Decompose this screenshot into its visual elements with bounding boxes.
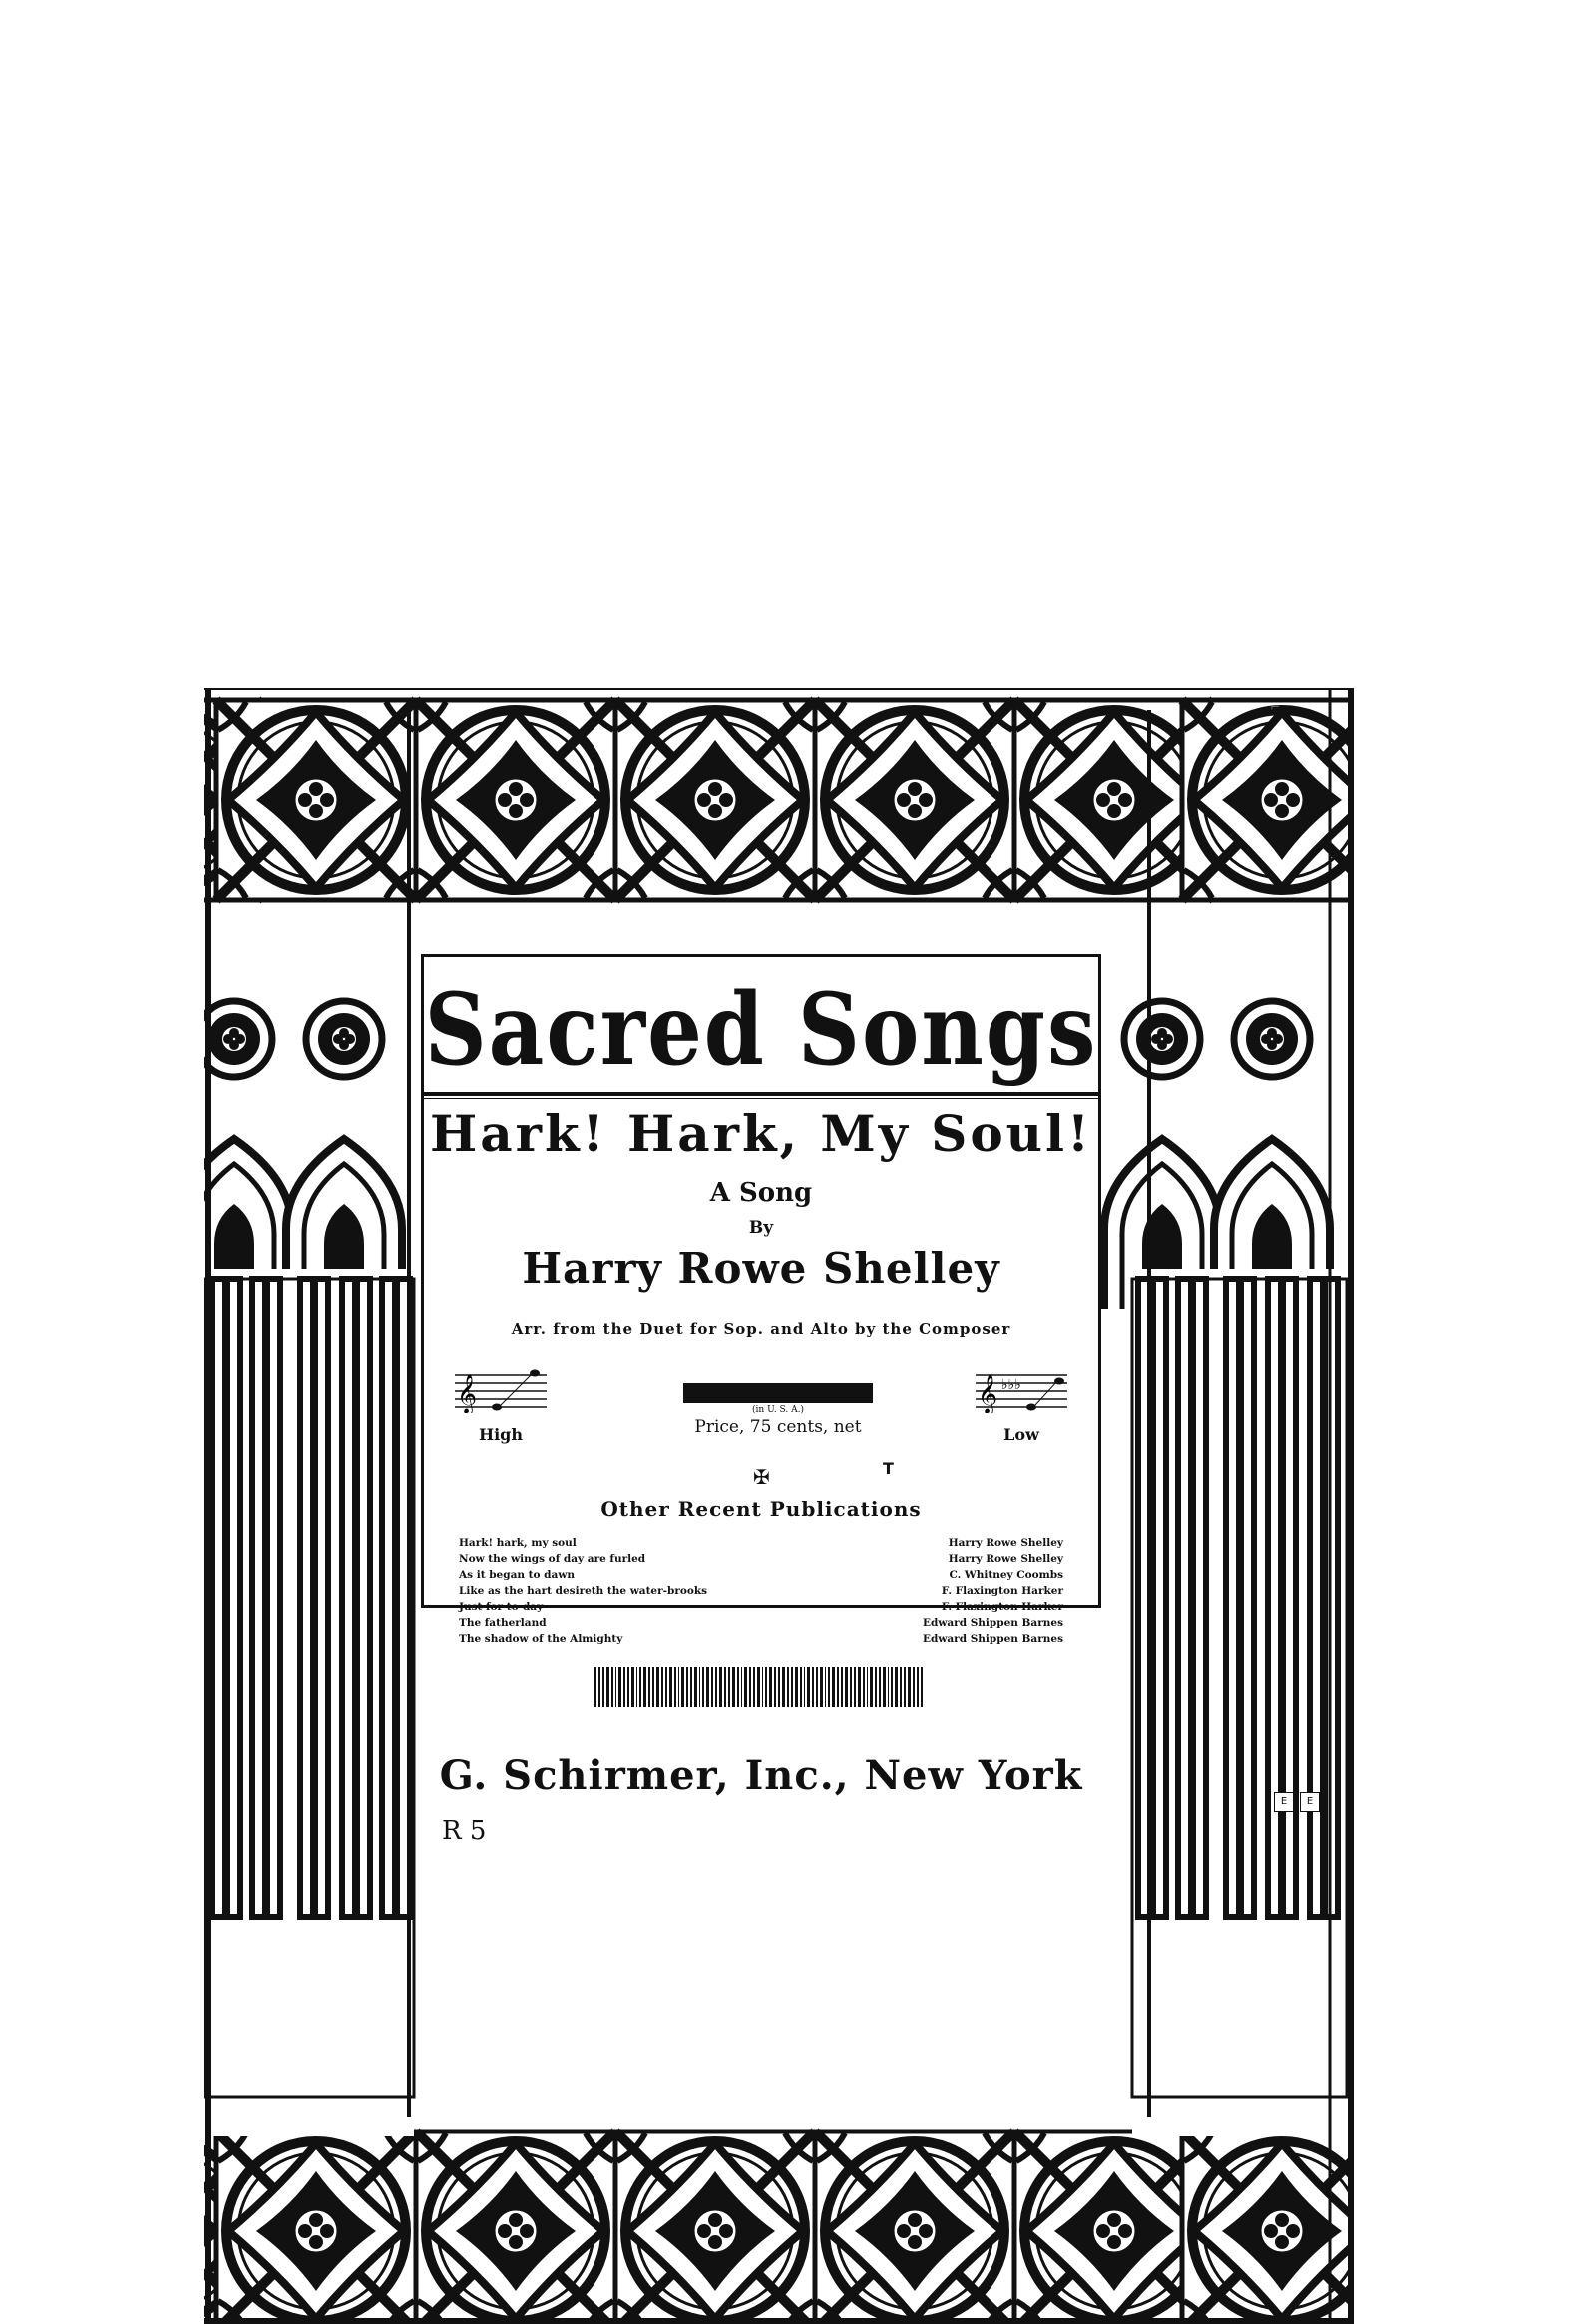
voice-option-low bbox=[967, 1367, 1076, 1444]
title-panel bbox=[421, 954, 1101, 1846]
svg-text:𝄞: 𝄞 bbox=[457, 1374, 478, 1413]
by-line: By bbox=[748, 1218, 774, 1238]
publication-row bbox=[459, 1535, 1063, 1551]
publication-title: The fatherland bbox=[459, 1617, 547, 1629]
composer-name: Harry Rowe Shelley bbox=[522, 1244, 1000, 1293]
publication-row bbox=[459, 1567, 1063, 1583]
publication-title: The shadow of the Almighty bbox=[459, 1633, 623, 1645]
price-stamp bbox=[683, 1383, 873, 1403]
publication-title: Like as the hart desireth the water-brooks bbox=[459, 1585, 708, 1597]
publisher-name: G. Schirmer, Inc., New York bbox=[439, 1752, 1083, 1799]
publication-title: Hark! hark, my soul bbox=[459, 1537, 577, 1549]
music-staff-high-icon bbox=[451, 1367, 551, 1413]
svg-text:𝄞: 𝄞 bbox=[978, 1374, 998, 1413]
price-text: Price, 75 cents, net bbox=[694, 1417, 862, 1437]
ornament-cross-icon: ✠ bbox=[753, 1465, 770, 1489]
publication-row bbox=[459, 1583, 1063, 1599]
publication-composer: Harry Rowe Shelley bbox=[948, 1537, 1063, 1549]
publication-composer: C. Whitney Coombs bbox=[949, 1569, 1063, 1581]
publication-row bbox=[459, 1599, 1063, 1615]
subtitle: A Song bbox=[709, 1178, 813, 1208]
publication-composer: F. Flaxington Harker bbox=[941, 1585, 1063, 1597]
publication-row bbox=[459, 1615, 1063, 1631]
publication-row bbox=[459, 1551, 1063, 1567]
series-title: Sacred Songs bbox=[424, 972, 1098, 1089]
publication-composer: Edward Shippen Barnes bbox=[922, 1617, 1063, 1629]
voice-low-label: Low bbox=[1003, 1425, 1039, 1444]
sheet-music-cover bbox=[204, 688, 1354, 2324]
music-staff-low-icon bbox=[972, 1367, 1071, 1413]
publication-title: Now the wings of day are furled bbox=[459, 1553, 646, 1565]
publication-composer: F. Flaxington Harker bbox=[941, 1601, 1063, 1613]
svg-text:♭♭♭: ♭♭♭ bbox=[1001, 1377, 1021, 1393]
voice-high-label: High bbox=[478, 1425, 523, 1444]
publication-composer: Edward Shippen Barnes bbox=[922, 1633, 1063, 1645]
corner-mark: ⌐ bbox=[1270, 700, 1281, 714]
publication-title: As it began to dawn bbox=[459, 1569, 575, 1581]
publications-list bbox=[459, 1535, 1063, 1647]
voice-option-high bbox=[446, 1367, 556, 1444]
price-stamp-note: (in U. S. A.) bbox=[752, 1405, 804, 1415]
arrangement-note: Arr. from the Duet for Sop. and Alto by the Composer bbox=[511, 1320, 1011, 1338]
catalog-number: R 5 bbox=[442, 1816, 487, 1846]
edge-mark: E bbox=[1300, 1792, 1320, 1812]
publications-heading: Other Recent Publications bbox=[600, 1497, 922, 1521]
edition-letter: T bbox=[883, 1459, 894, 1478]
price-block bbox=[683, 1383, 873, 1437]
price-barcode bbox=[594, 1667, 923, 1707]
publication-row bbox=[459, 1631, 1063, 1647]
publication-composer: Harry Rowe Shelley bbox=[948, 1553, 1063, 1565]
publication-title: Just for to-day bbox=[459, 1601, 544, 1613]
edge-mark: E bbox=[1274, 1792, 1294, 1812]
song-title: Hark! Hark, My Soul! bbox=[430, 1104, 1092, 1163]
title-divider bbox=[424, 1092, 1098, 1099]
